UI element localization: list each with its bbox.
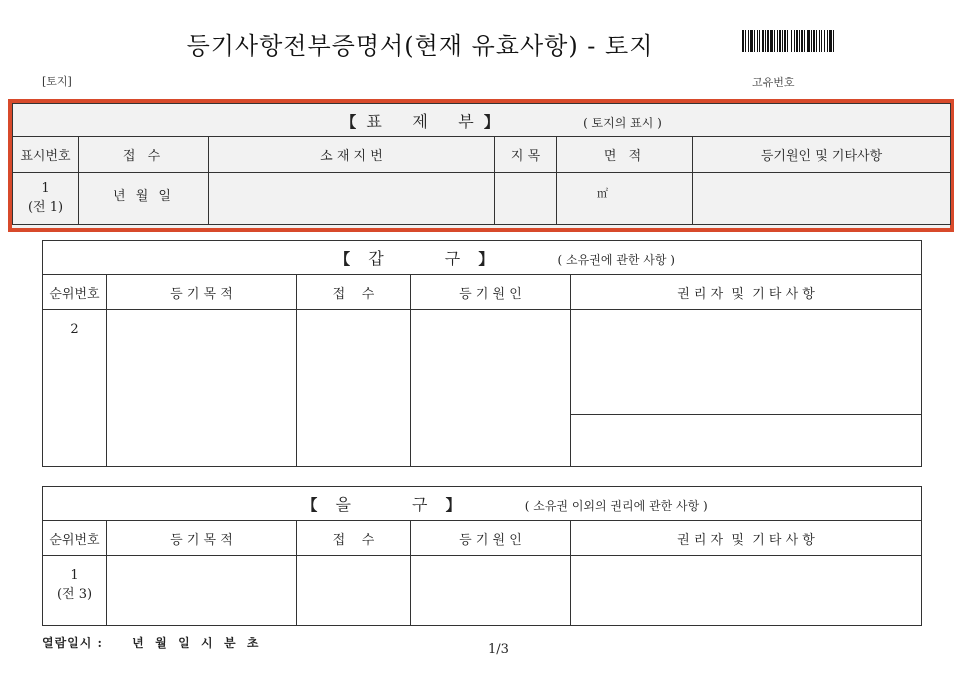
rank-number-cell: 2 <box>43 310 107 467</box>
col-rank-number: 순위번호 <box>43 275 107 310</box>
col-receipt: 접 수 <box>79 137 209 173</box>
col-rights-holder: 권 리 자 및 기 타 사 항 <box>571 275 922 310</box>
gapgu-section-subtitle: ( 소유권에 관한 사항 ) <box>557 253 675 267</box>
col-registration-cause: 등기원인 및 기타사항 <box>693 137 951 173</box>
gapgu-section-header: 【 갑 구 】 ( 소유권에 관한 사항 ) <box>43 241 922 275</box>
pyoje-section-header: 【 표 제 부 】 ( 토지의 표시 ) <box>13 104 951 137</box>
col-land-category: 지 목 <box>495 137 557 173</box>
page-number: 1/3 <box>488 642 509 657</box>
purpose-cell <box>107 310 297 467</box>
view-datetime-value: 년 월 일 시 분 초 <box>132 636 260 650</box>
table-row <box>43 556 922 626</box>
pyoje-section-subtitle: ( 토지의 표시 ) <box>583 115 662 130</box>
purpose-cell <box>107 556 297 626</box>
pyoje-section-title: 표 제 부 <box>366 111 474 131</box>
col-registration-cause: 등 기 원 인 <box>411 275 571 310</box>
land-category-cell <box>495 173 557 225</box>
col-registration-purpose: 등 기 목 적 <box>107 275 297 310</box>
gapgu-section-title: 갑 구 <box>368 249 461 268</box>
col-display-number: 표시번호 <box>13 137 79 173</box>
table-row <box>13 173 951 225</box>
rights-holder-cell-upper <box>571 310 922 415</box>
rank-number-cell: 1 (전 3) <box>43 556 107 626</box>
receipt-cell <box>297 556 411 626</box>
table-row <box>43 310 922 415</box>
eulgu-table <box>42 486 922 626</box>
location-cell <box>209 173 495 225</box>
col-registration-cause: 등 기 원 인 <box>411 521 571 556</box>
area-cell: ㎡ <box>557 173 693 225</box>
unique-number-label: 고유번호 <box>752 76 795 89</box>
cause-cell <box>411 310 571 467</box>
rights-holder-cell-lower <box>571 415 922 467</box>
gapgu-table <box>42 240 922 467</box>
registration-cause-cell <box>693 173 951 225</box>
eulgu-section-title: 을 구 <box>335 495 428 514</box>
view-datetime <box>42 634 260 651</box>
pyoje-table <box>12 103 951 225</box>
eulgu-section-header: 【 을 구 】 ( 소유권 이외의 권리에 관한 사항 ) <box>43 487 922 521</box>
barcode-icon <box>742 30 922 52</box>
land-category-label: [토지] <box>42 75 72 88</box>
receipt-cell <box>297 310 411 467</box>
document-title: 등기사항전부증명서(현재 유효사항) - 토지 <box>186 32 654 60</box>
col-receipt: 접 수 <box>297 275 411 310</box>
col-registration-purpose: 등 기 목 적 <box>107 521 297 556</box>
view-datetime-label: 열람일시 : <box>42 636 103 650</box>
receipt-date-cell: 년 월 일 <box>79 173 209 225</box>
col-receipt: 접 수 <box>297 521 411 556</box>
col-rank-number: 순위번호 <box>43 521 107 556</box>
rights-holder-cell <box>571 556 922 626</box>
cause-cell <box>411 556 571 626</box>
eulgu-section-subtitle: ( 소유권 이외의 권리에 관한 사항 ) <box>524 499 708 513</box>
col-area: 면 적 <box>557 137 693 173</box>
col-rights-holder: 권 리 자 및 기 타 사 항 <box>571 521 922 556</box>
col-location: 소 재 지 번 <box>209 137 495 173</box>
row-number-cell: 1 (전 1) <box>13 173 79 225</box>
